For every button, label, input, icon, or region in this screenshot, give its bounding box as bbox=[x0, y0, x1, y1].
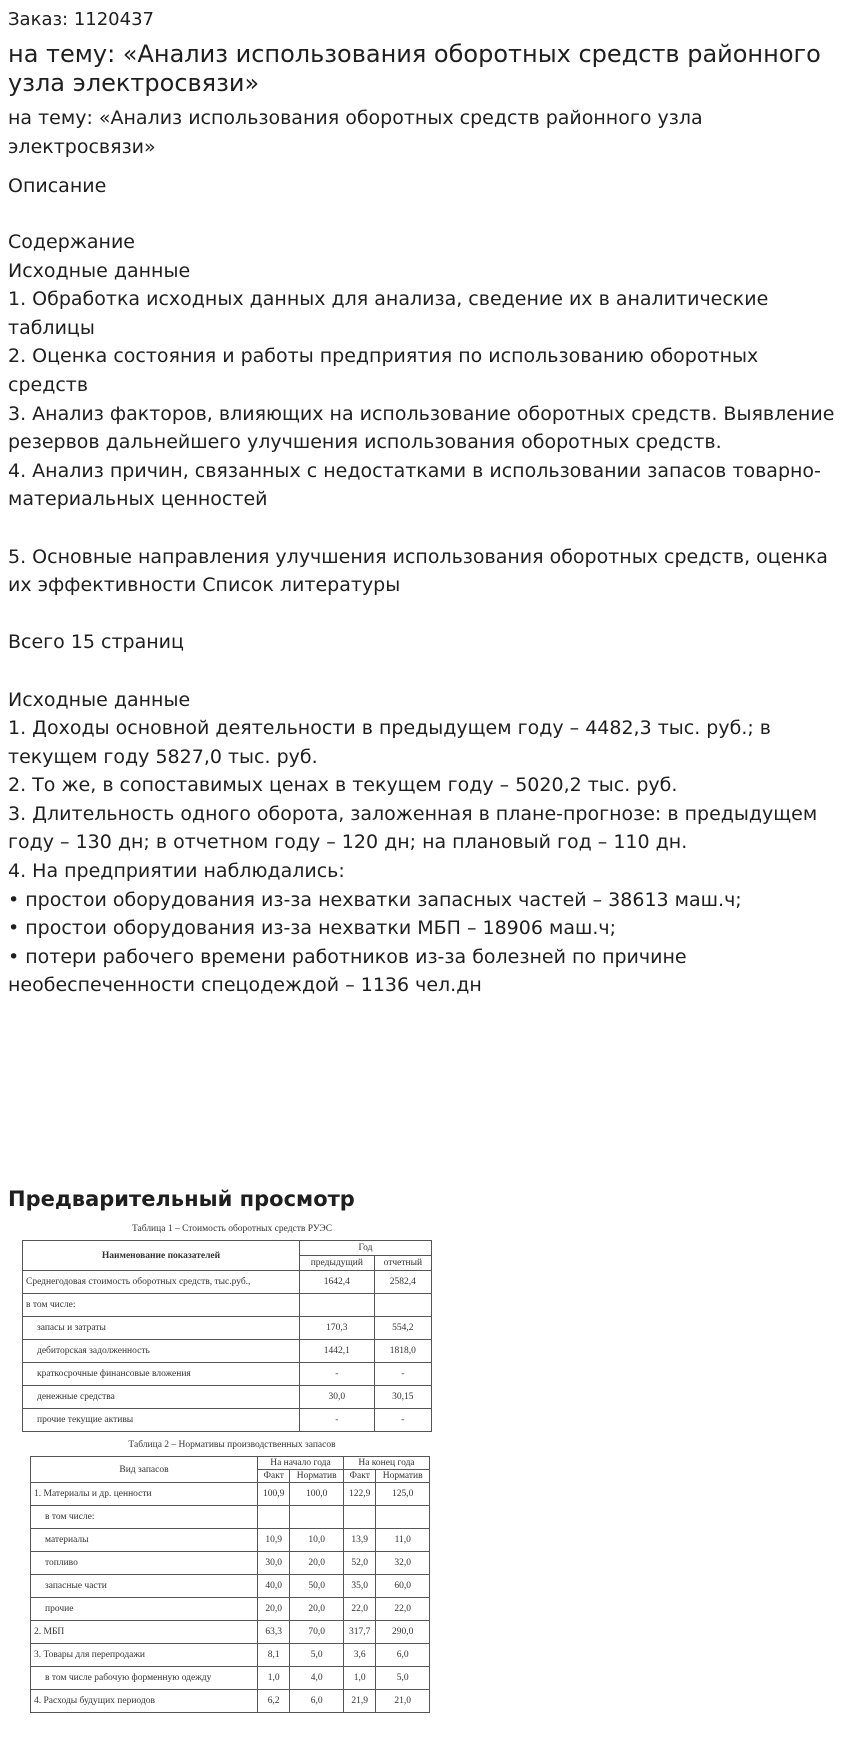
table2-col-end: На конец года bbox=[343, 1457, 429, 1470]
contents-line: Содержание bbox=[8, 231, 135, 253]
source-data-line: 4. На предприятии наблюдались: bbox=[8, 860, 345, 883]
table-row: 2. МБП 63,3 70,0 317,7 290,0 bbox=[31, 1621, 430, 1644]
document bbox=[8, 0, 840, 1000]
page-count: Всего 15 страниц bbox=[8, 631, 184, 654]
table-row: краткосрочные финансовые вложения - - bbox=[23, 1363, 432, 1386]
table-row: Среднегодовая стоимость оборотных средств, тыс.руб., 1642,4 2582,4 bbox=[23, 1271, 432, 1294]
description-heading: Описание bbox=[8, 175, 107, 197]
source-data-heading: Исходные данные bbox=[8, 688, 191, 711]
table1-col-year: Год bbox=[300, 1241, 432, 1256]
blank-line bbox=[8, 600, 840, 629]
table-row: топливо 30,0 20,0 52,0 32,0 bbox=[31, 1552, 430, 1575]
table2-caption: Таблица 2 – Нормативы производственных запасов bbox=[128, 1440, 336, 1450]
source-data-bullet: • простои оборудования из-за нехватки запасных частей – 38613 маш.ч; bbox=[8, 888, 742, 911]
contents-line: 2. Оценка состояния и работы предприятия по использованию оборотных средств bbox=[8, 345, 759, 396]
description-body bbox=[8, 228, 840, 1000]
table-row: дебиторская задолженность 1442,1 1818,0 bbox=[23, 1340, 432, 1363]
table1-col-rep: отчетный bbox=[374, 1256, 431, 1271]
source-data-bullet: • простои оборудования из-за нехватки МБП – 18906 маш.ч; bbox=[8, 917, 617, 940]
source-data-line: 3. Длительность одного оборота, заложенная в плане-прогнозе: в предыдущем году – 130 дн; в отчетном году – 120 дн; на плановый год – 110 дн. bbox=[8, 802, 818, 854]
table1 bbox=[22, 1240, 432, 1432]
table-row: 1. Материалы и др. ценности 100,9 100,0 122,9 125,0 bbox=[31, 1483, 430, 1506]
page-subtitle: на тему: «Анализ использования оборотных средств районного узла электросвязи» bbox=[8, 107, 703, 158]
table2 bbox=[30, 1456, 430, 1713]
table2-col-norm: Норматив bbox=[376, 1470, 430, 1483]
table-row: 3. Товары для перепродажи 8,1 5,0 3,6 6,0 bbox=[31, 1644, 430, 1667]
table-row: прочие 20,0 20,0 22,0 22,0 bbox=[31, 1598, 430, 1621]
contents-line: Исходные данные bbox=[8, 259, 191, 282]
source-data-line: 2. То же, в сопоставимых ценах в текущем году – 5020,2 тыс. руб. bbox=[8, 774, 678, 797]
table2-col-kind: Вид запасов bbox=[31, 1457, 258, 1483]
contents-line: 3. Анализ факторов, влияющих на использование оборотных средств. Выявление резервов дальнейшего улучшения использования оборотных средств. bbox=[8, 402, 835, 454]
page-title: на тему: «Анализ использования оборотных средств районного узла электросвязи» bbox=[8, 40, 821, 97]
table-row: 4. Расходы будущих периодов 6,2 6,0 21,9 21,0 bbox=[31, 1690, 430, 1713]
table-row: запасные части 40,0 50,0 35,0 60,0 bbox=[31, 1575, 430, 1598]
preview-heading: Предварительный просмотр bbox=[8, 1187, 355, 1211]
table-row: в том числе: bbox=[31, 1506, 430, 1529]
table2-col-fact: Факт bbox=[343, 1470, 375, 1483]
preview-image bbox=[22, 1222, 442, 1713]
table1-caption: Таблица 1 – Стоимость оборотных средств РУЭС bbox=[131, 1224, 333, 1234]
table2-col-fact: Факт bbox=[258, 1470, 290, 1483]
blank-line bbox=[8, 657, 840, 686]
table1-col-prev: предыдущий bbox=[300, 1256, 375, 1271]
table-row: в том числе: bbox=[23, 1294, 432, 1317]
table1-col-name: Наименование показателей bbox=[23, 1241, 300, 1271]
table-row: в том числе рабочую форменную одежду 1,0 4,0 1,0 5,0 bbox=[31, 1667, 430, 1690]
source-data-line: 1. Доходы основной деятельности в предыдущем году – 4482,3 тыс. руб.; в текущем году 5827,0 тыс. руб. bbox=[8, 717, 772, 768]
table2-col-start: На начало года bbox=[258, 1457, 344, 1470]
contents-line: 1. Обработка исходных данных для анализа, сведение их в аналитические таблицы bbox=[8, 288, 769, 339]
table-row: материалы 10,9 10,0 13,9 11,0 bbox=[31, 1529, 430, 1552]
contents-line: 4. Анализ причин, связанных с недостатками в использовании запасов товарно-материальных ценностей bbox=[8, 459, 821, 511]
table-row: денежные средства 30,0 30,15 bbox=[23, 1386, 432, 1409]
table2-col-norm: Норматив bbox=[290, 1470, 344, 1483]
order-number: Заказ: 1120437 bbox=[8, 9, 154, 30]
table-row: запасы и затраты 170,3 554,2 bbox=[23, 1317, 432, 1340]
blank-line bbox=[8, 514, 840, 543]
source-data-bullet: • потери рабочего времени работников из-за болезней по причине необеспеченности спецодеждой – 1136 чел.дн bbox=[8, 945, 687, 997]
table-row: прочие текущие активы - - bbox=[23, 1409, 432, 1432]
contents-line: 5. Основные направления улучшения использования оборотных средств, оценка их эффективности Список литературы bbox=[8, 545, 828, 597]
